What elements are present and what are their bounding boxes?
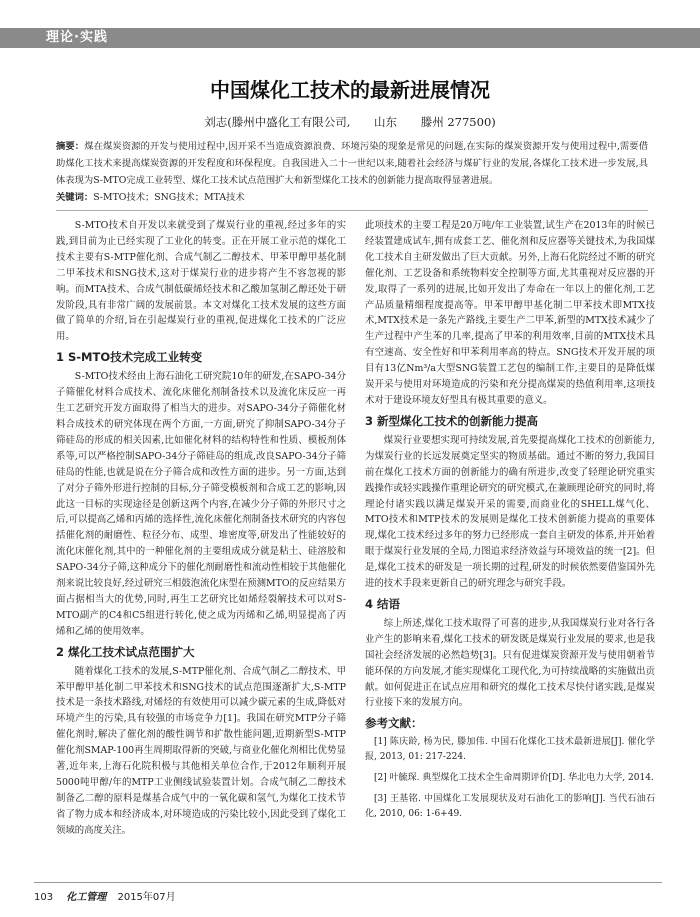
keywords-text: S-MTO技术；SNG技术；MTA技术: [93, 192, 245, 203]
section-4-paragraph: 综上所述,煤化工技术取得了可喜的进步,从我国煤炭行业对各行各业产生的影响来看,煤化工技术的研发既是煤炭行业发展的要求,也是我国社会经济发展的必然趋势[3]。只有促进煤炭资源开发与使用朝着节能环保的方向发展,才能实现煤化工现代化,为可持续战略的实施做出贡献。如何促进正在试点应用和研究的煤化工技术尽快付诸实践,是煤炭行业接下来的发展方向。: [365, 617, 655, 709]
section-heading-1: 1 S-MTO技术完成工业转变: [56, 350, 203, 365]
section-heading-4: 4 结语: [365, 596, 401, 611]
section-1-paragraph: S-MTO技术经由上海石油化工研究院10年的研发,在SAPO-34分子筛催化材料合成技术、流化床催化剂制备技术以及流化床反应一再生工艺研究开发方面取得了相当大的进步。对SAPO-34分子筛催化材料合成技术的研究体现在两个方面,一方面,研究了抑制SAPO-34分子筛硅岛的形成的相关因素,比如催化材料的结构特性和性质、模板剂体系等,可以严格控制SAPO-34分子筛硅岛的组成,改良SAPO-34分子筛硅岛的性能,也就是说在分子筛合成和改性方面的进步。另一方面,达到了对分子筛外形进行控制的目标,分子筛受模板剂和合成工艺的影响,因此这一目标的实现途径是创新这两个内容,在减少分子筛的外形尺寸之后,可以提高乙烯和丙烯的选择性,流化床催化剂制备技术研究的内容包括催化剂的耐磨性、粒径分布、成型、堆密度等,研发出了性能较好的流化床催化剂,其中的一种催化剂的主要组成成分就是粘土、硅溶胶和SAPO-34分子筛,这种成分下的催化剂耐磨性和流动性相较于其他催化剂来说比较良好,经过研究三相鼓泡流化床型在预测MTO的反应结果方面占据相当大的优势,同时,再生工艺研究比如烯烃裂解技术可以对S-MTO副产的C4和C5组进行转化,使之成为丙烯和乙烯,明显提高了丙烯和乙烯的使用效率。: [56, 371, 346, 637]
author-province: 山东: [374, 115, 398, 129]
issue-date: 2015年07月: [117, 892, 176, 903]
abstract: [56, 138, 648, 189]
author-city-zip: 滕州 277500): [420, 115, 496, 129]
reference-item: [1] 陈庆龄, 杨为民, 滕加伟. 中国石化煤化工技术最新进展[J]. 催化学报, 2013, 01: 217-224.: [365, 737, 655, 763]
references-title: 参考文献：: [365, 716, 423, 731]
intro-paragraph: S-MTO技术自开发以来就受到了煤炭行业的重视,经过多年的实践,到目前为止已经实现了工业化的转变。正在开展工业示范的煤化工技术主要有S-MTP催化剂、合成气制乙二醇技术、甲苯甲醇甲基化制二甲苯技术和SNG技术,这对于煤炭行业的进步将产生不容忽视的影响。而MTA技术、合成气制低碳烯烃技术和乙酸加氢制乙醇还处于研发阶段,具有非常广阔的发展前景。本文对煤化工技术发展的这些方面做了简单的介绍,旨在引起煤炭行业的重视,促进煤化工技术的广泛应用。: [56, 220, 346, 343]
section-heading-3: 3 新型煤化工技术的创新能力提高: [365, 413, 539, 428]
article-title: 中国煤化工技术的最新进展情况: [210, 78, 490, 102]
reference-item: [3] 王基铭. 中国煤化工发展现状及对石油化工的影响[J]. 当代石油石化, 2010, 06: 1-6+49.: [365, 794, 655, 820]
left-column: [56, 218, 346, 839]
right-column: [365, 218, 655, 828]
section-3-paragraph: 煤炭行业要想实现可持续发展,首先要提高煤化工技术的创新能力,为煤炭行业的长远发展奠定坚实的物质基础。通过不断的努力,我国目前在煤化工技术方面的创新能力的确有所进步,改变了轻理论研究重实践操作或轻实践操作重理论研究的研究模式,在兼顾理论研究的同时,将理论付诸实践以满足煤炭开采的需要,而商业化的SHELL煤气化、MTO技术和MTP技术的发展则是煤化工技术创新能力提高的重要体现,煤化工技术经过多年的努力已经形成一套自主研发的体系,并开始着眼于煤炭行业发展的全局,力图追求经济效益与环境效益的统一[2]。但是,煤化工技术的研发是一项长期的过程,研发的时候依然要借鉴国外先进的技术手段来更新自己的研究理念与研究手段。: [365, 434, 655, 590]
author-affiliation: 刘志(滕州中盛化工有限公司,: [204, 115, 351, 129]
section-2-continued: 此项技术的主要工程是20万吨/年工业装置,试生产在2013年的时候已经装置建成试车,拥有成套工艺、催化剂和反应器等关键技术,为我国煤化工技术自主研发做出了巨大贡献。另外,上海石化院经过不断的研究催化剂、工艺设备和系统物料安全控制等方面,尤其重视对反应器的开发,取得了一系列的进展,比如开发出了寿命在一年以上的催化剂,工艺产品质量精细程度提高等。甲苯甲醇甲基化制二甲苯技术即MTX技术,MTX技术是一条先产路线,主要生产二甲苯,新型的MTX技术减少了生产过程中产生苯的几率,提高了甲苯的利用效率,目前的MTX技术具有空速高、安全性好和甲苯利用率高的特点。SNG技术开发开展的项目有13亿Nm³/a大型SNG装置工艺包的编制工作,主要目的是降低煤炭开采与使用对环境造成的污染和充分提高煤炭的热值利用率,这项技术对于建设环境友好型具有极其重要的意义。: [365, 220, 655, 406]
keywords-label: 关键词：: [56, 192, 94, 203]
abstract-text: 煤在煤炭资源的开发与使用过程中,因开采不当造成资源浪费、环境污染的现象是常见的问题,在实际的煤炭资源开发与使用过程中,需要借助煤化工技术来提高煤炭资源的开发程度和环保程度。自我国进入二十一世纪以来,随着社会经济与煤矿行业的发展,各煤化工技术进一步发展,具体表现为S-MTO完成工业转型、煤化工技术试点范围扩大和新型煤化工技术的创新能力提高取得显著进展。: [56, 141, 648, 186]
abstract-label: 摘要：: [56, 141, 85, 152]
keywords: [56, 190, 648, 206]
section-2-paragraph: 随着煤化工技术的发展,S-MTP催化剂、合成气制乙二醇技术、甲苯甲醇甲基化制二甲苯技术和SNG技术的试点范围逐渐扩大,S-MTP技术是一条技术路线,对烯烃的有效使用可以减少碳元素的生成,降低对环境产生的污染,具有较强的市场竞争力[1]。我国在研究MTP分子筛催化剂时,解决了催化剂的酸性调节和扩散性能问题,近期新型S-MTP催化剂SMAP-100再生周期取得新的突破,与商业化催化剂相比优势显著,近年来,上海石化院积极与其他相关单位合作,于2012年顺利开展5000吨甲醇/年的MTP工业侧线试验装置计划。合成气制乙二醇技术制备乙二醇的原料是煤基合成气中的一氧化碳和氢气,为煤化工技术节省了物力成本和经济成本,对环境造成的污染比较小,因此受到了煤化工领域的高度关注。: [56, 665, 346, 836]
footer-divider: [34, 882, 662, 883]
abstract-divider: [56, 210, 648, 211]
journal-name: 化工管理: [66, 892, 107, 903]
page-number: 103: [34, 892, 54, 903]
section-heading-2: 2 煤化工技术试点范围扩大: [56, 644, 195, 659]
page-footer: [34, 888, 654, 903]
section-label: 理论·实践: [46, 30, 108, 45]
reference-item: [2] 叶毓琛. 典型煤化工技术全生命周期评价[D]. 华北电力大学, 2014.: [374, 773, 654, 784]
author-line: [0, 114, 700, 130]
